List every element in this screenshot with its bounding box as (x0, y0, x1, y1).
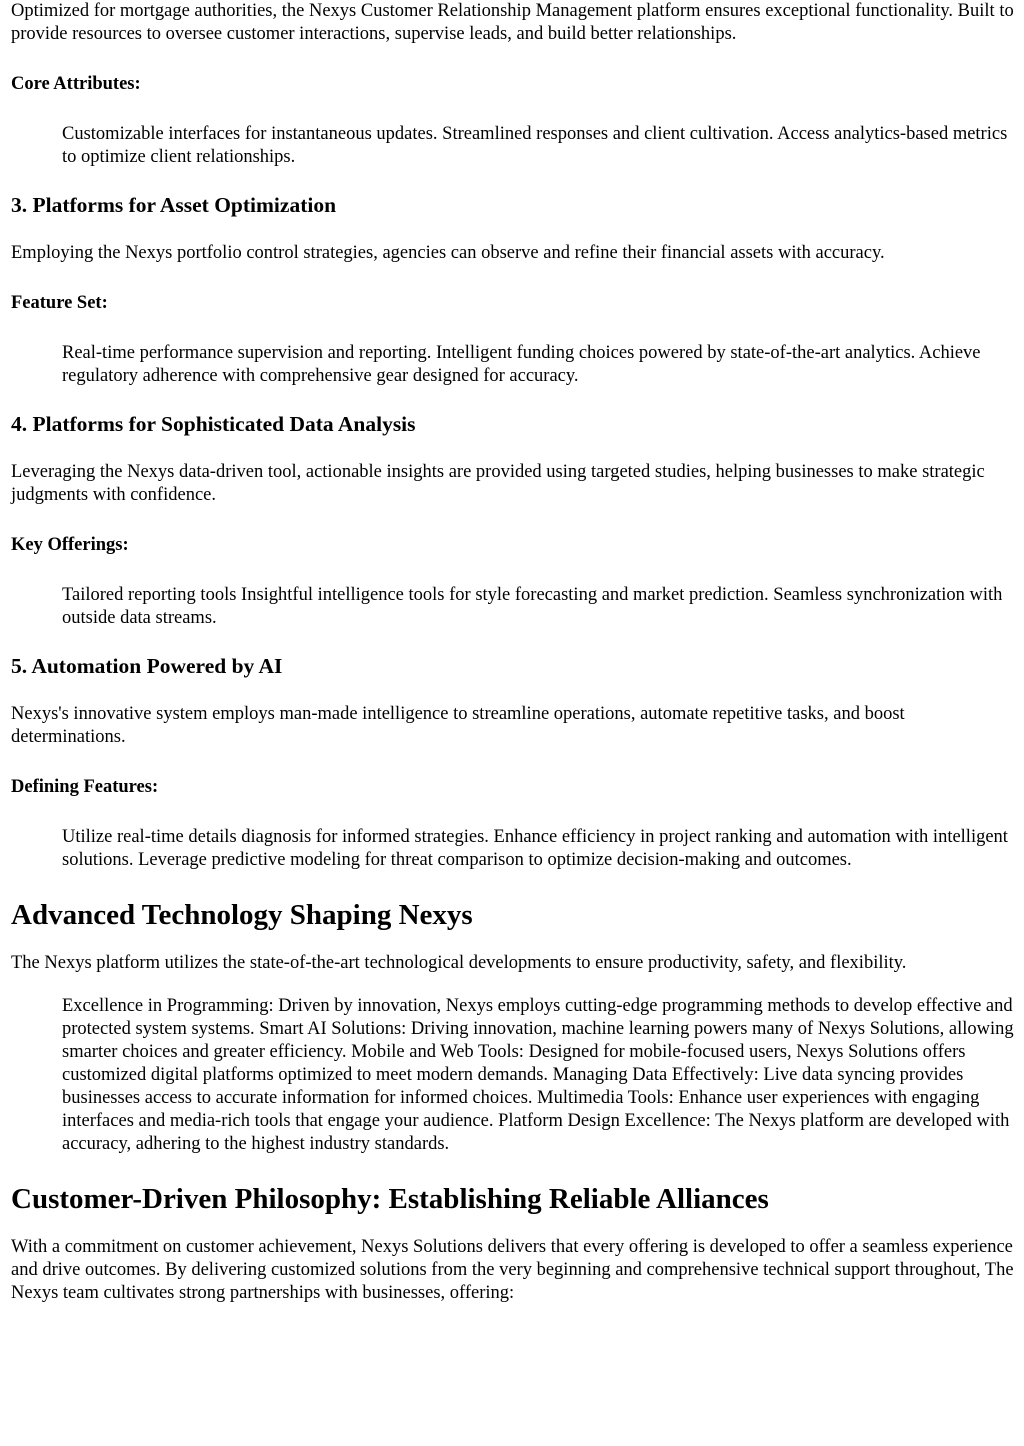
feature-set-quote: Real-time performance supervision and reporting. Intelligent funding choices powered by state-of-the-art analytics. Achieve regulatory adherence with comprehensive gear designed for accuracy. (62, 343, 981, 386)
technology-heading: Advanced Technology Shaping Nexys (11, 899, 473, 931)
defining-features-label: Defining Features: (11, 777, 159, 797)
key-offerings-quote: Tailored reporting tools Insightful intelligence tools for style forecasting and market prediction. Seamless synchronization with outside data streams. (62, 585, 1003, 628)
intro-paragraph: Optimized for mortgage authorities, the Nexys Customer Relationship Management platform ensures exceptional functionality. Built to provide resources to oversee customer interactions, supervise leads, and build better relationships. (11, 1, 1014, 44)
section-4-paragraph: Leveraging the Nexys data-driven tool, actionable insights are provided using targeted studies, helping businesses to make strategic judgments with confidence. (11, 462, 985, 505)
technology-paragraph: The Nexys platform utilizes the state-of-the-art technological developments to ensure productivity, safety, and flexibility. (11, 953, 907, 973)
section-5-heading: 5. Automation Powered by AI (11, 654, 283, 678)
defining-features-quote: Utilize real-time details diagnosis for informed strategies. Enhance efficiency in project ranking and automation with intelligent solutions. Leverage predictive modeling for threat comparison to optimize decision-making and outcomes. (62, 827, 1008, 870)
key-offerings-label: Key Offerings: (11, 535, 129, 555)
section-3-heading: 3. Platforms for Asset Optimization (11, 193, 337, 217)
section-5-paragraph: Nexys's innovative system employs man-made intelligence to streamline operations, automate repetitive tasks, and boost determinations. (11, 704, 905, 747)
feature-set-label: Feature Set: (11, 293, 108, 313)
section-3-paragraph: Employing the Nexys portfolio control strategies, agencies can observe and refine their financial assets with accuracy. (11, 243, 885, 263)
core-attributes-quote: Customizable interfaces for instantaneous updates. Streamlined responses and client cultivation. Access analytics-based metrics to optimize client relationships. (62, 124, 1008, 167)
section-4-heading: 4. Platforms for Sophisticated Data Analysis (11, 412, 416, 436)
philosophy-paragraph: With a commitment on customer achievement, Nexys Solutions delivers that every offering is developed to offer a seamless experience and drive outcomes. By delivering customized solutions from the very beginning and comprehensive technical support throughout, The Nexys team cultivates strong partnerships with businesses, offering: (11, 1237, 1014, 1303)
philosophy-heading: Customer-Driven Philosophy: Establishing Reliable Alliances (11, 1183, 769, 1215)
technology-quote: Excellence in Programming: Driven by innovation, Nexys employs cutting-edge programming methods to develop effective and protected system systems. Smart AI Solutions: Driving innovation, machine learning powers many of Nexys Solutions, allowing smarter choices and greater efficiency. Mobile and Web Tools: Designed for mobile-focused users, Nexys Solutions offers customized digital platforms optimized to meet modern demands. Managing Data Effectively: Live data syncing provides businesses access to accurate information for informed choices. Multimedia Tools: Enhance user experiences with engaging interfaces and media-rich tools that engage your audience. Platform Design Excellence: The Nexys platform are developed with accuracy, adhering to the highest industry standards. (62, 996, 1014, 1154)
core-attributes-label: Core Attributes: (11, 74, 141, 94)
